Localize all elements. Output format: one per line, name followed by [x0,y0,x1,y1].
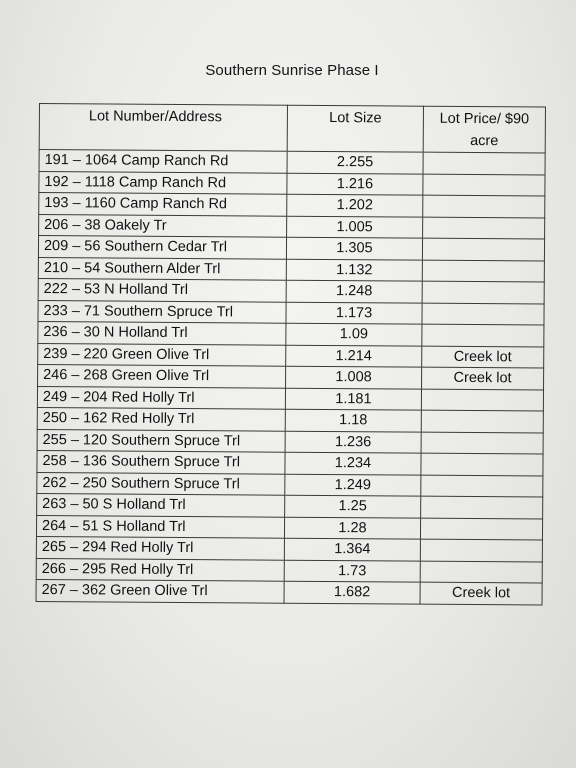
lot-address-cell: 267 – 362 Green Olive Trl [36,579,284,602]
lot-address-cell: 265 – 294 Red Holly Trl [36,536,284,559]
lot-address-cell: 255 – 120 Southern Spruce Trl [37,429,285,452]
lot-price-cell: Creek lot [420,582,542,604]
lot-price-cell [421,410,543,432]
lot-table-wrapper [36,103,546,605]
column-header-price: Lot Price/ $90 acre [423,106,545,153]
lot-size-cell: 1.09 [286,323,422,345]
lot-address-cell: 246 – 268 Green Olive Trl [38,364,286,387]
lot-address-cell: 191 – 1064 Camp Ranch Rd [39,150,287,173]
lot-price-cell [422,260,544,282]
lot-size-cell: 1.248 [286,280,422,302]
lot-size-cell: 1.364 [284,538,420,560]
lot-price-cell [422,238,544,260]
lot-price-cell [421,475,543,497]
lot-price-cell [421,496,543,518]
lot-address-cell: 210 – 54 Southern Alder Trl [38,257,286,280]
lot-address-cell: 206 – 38 Oakely Tr [39,214,287,237]
lot-size-cell: 1.682 [284,581,420,603]
lot-price-cell [422,303,544,325]
lot-address-cell: 233 – 71 Southern Spruce Trl [38,300,286,323]
lot-price-cell [423,174,545,196]
lot-address-cell: 263 – 50 S Holland Trl [37,493,285,516]
column-header-size: Lot Size [287,105,423,152]
lot-size-cell: 1.25 [285,495,421,517]
lot-address-cell: 192 – 1118 Camp Ranch Rd [39,171,287,194]
lot-size-cell: 1.216 [287,173,423,195]
lot-price-cell [420,561,542,583]
lot-price-cell [423,152,545,174]
lot-size-cell: 1.249 [285,474,421,496]
lot-price-cell [423,195,545,217]
lot-price-cell [422,324,544,346]
lot-address-cell: 264 – 51 S Holland Trl [36,515,284,538]
lot-price-cell [421,389,543,411]
lot-address-cell: 249 – 204 Red Holly Trl [37,386,285,409]
lot-size-cell: 1.236 [285,431,421,453]
lot-address-cell: 209 – 56 Southern Cedar Trl [38,236,286,259]
lot-size-cell: 1.202 [287,194,423,216]
table-header-row [39,104,545,154]
lot-price-cell [420,539,542,561]
lot-price-cell [423,217,545,239]
lot-address-cell: 262 – 250 Southern Spruce Trl [37,472,285,495]
lot-price-cell: Creek lot [422,346,544,368]
lot-address-cell: 258 – 136 Southern Spruce Trl [37,450,285,473]
lot-table [36,103,546,605]
lot-price-cell: Creek lot [422,367,544,389]
lot-price-cell [420,518,542,540]
lot-address-cell: 222 – 53 N Holland Trl [38,278,286,301]
lot-size-cell: 1.234 [285,452,421,474]
lot-size-cell: 1.305 [286,237,422,259]
lot-address-cell: 239 – 220 Green Olive Trl [38,343,286,366]
lot-size-cell: 1.181 [285,388,421,410]
lot-size-cell: 1.28 [284,517,420,539]
lot-address-cell: 250 – 162 Red Holly Trl [37,407,285,430]
column-header-lot: Lot Number/Address [39,104,287,152]
lot-address-cell: 266 – 295 Red Holly Trl [36,558,284,581]
lot-price-cell [421,453,543,475]
lot-price-cell [421,432,543,454]
lot-size-cell: 1.18 [285,409,421,431]
lot-address-cell: 236 – 30 N Holland Trl [38,321,286,344]
lot-size-cell: 2.255 [287,151,423,173]
lot-address-cell: 193 – 1160 Camp Ranch Rd [39,193,287,216]
table-body [36,150,545,605]
lot-size-cell: 1.005 [287,216,423,238]
lot-size-cell: 1.132 [286,259,422,281]
lot-price-cell [422,281,544,303]
document-title: Southern Sunrise Phase I [205,62,379,79]
table-row [36,579,542,604]
lot-size-cell: 1.73 [284,560,420,582]
lot-size-cell: 1.214 [286,345,422,367]
lot-size-cell: 1.008 [286,366,422,388]
lot-size-cell: 1.173 [286,302,422,324]
